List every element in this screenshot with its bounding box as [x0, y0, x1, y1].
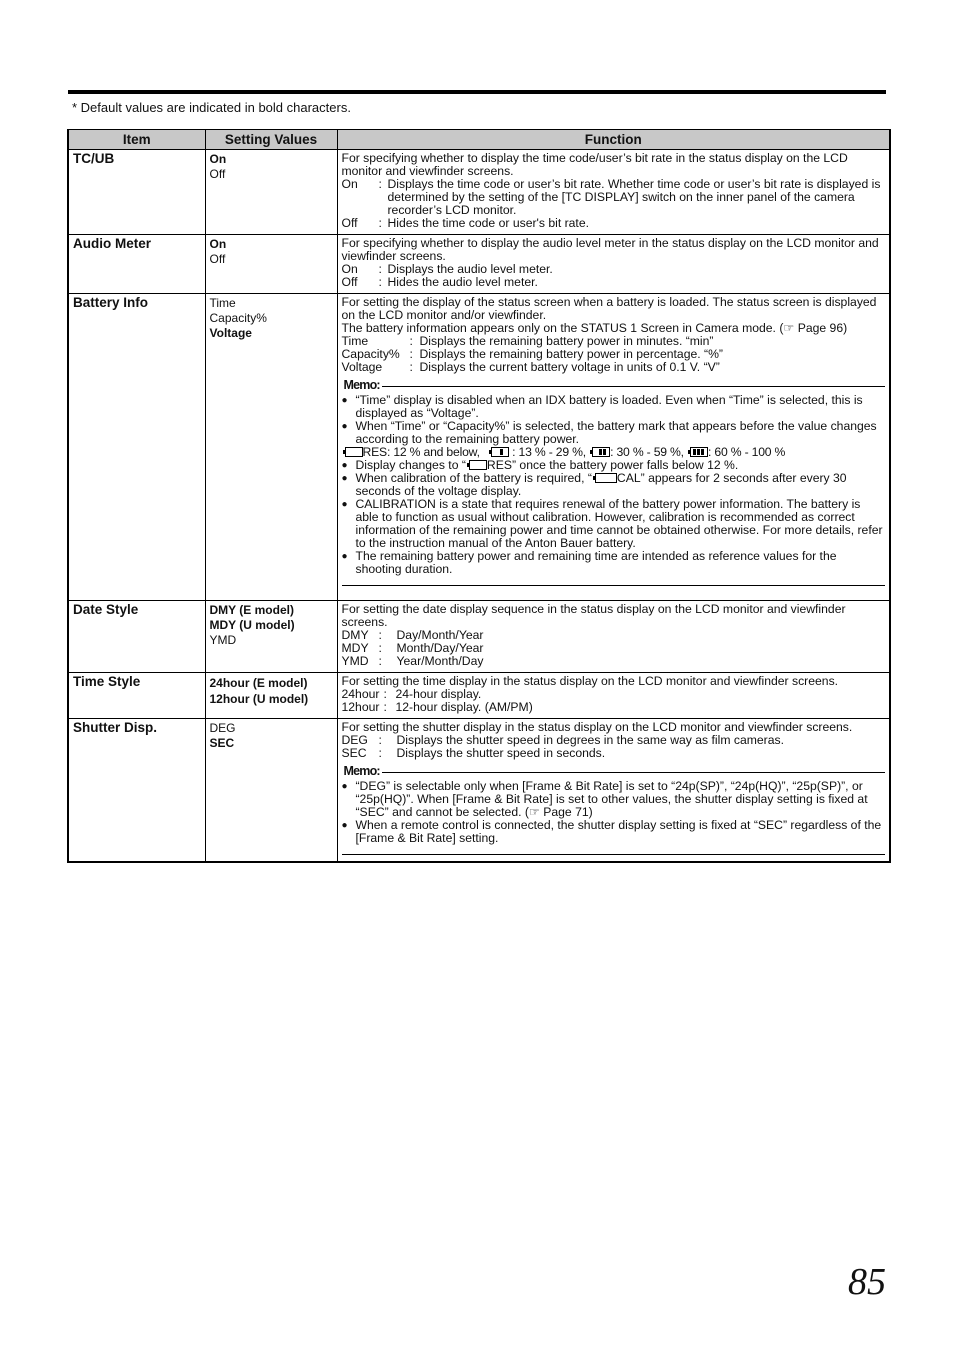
- table-row-audio-meter: [68, 235, 890, 294]
- definition-deg: DEG : Displays the shutter speed in degrees in the same way as film cameras.: [341, 733, 784, 747]
- function-intro: For setting the date display sequence in the status display on the LCD monitor and viewfinder screens.: [341, 602, 846, 629]
- top-rule: [68, 90, 886, 94]
- memo-item: ● CALIBRATION is a state that requires renewal of the battery power information. The battery is able to function as usual without calibration. However, calibration is recommended as correct information of the remaining power and time cannot be obtained otherwise. For more details, refer to the instruction manual of the Anton Bauer battery.: [341, 497, 883, 550]
- memo-item: ● The remaining battery power and remaining time are intended as reference values for the shooting duration.: [341, 549, 837, 576]
- table-row-date-style: [68, 601, 890, 673]
- battery-two-bars-icon: [592, 447, 610, 457]
- memo-heading: Memo:: [344, 379, 886, 392]
- bullet-icon: ●: [341, 551, 348, 562]
- function-time-style: [337, 673, 890, 719]
- definition-on: On : Displays the time code or user’s bit rate. Whether time code or user’s bit rate is displayed is determined by the setting of the [TC DISPLAY] switch on the inner panel of the camera recorder’s LCD monitor.: [341, 177, 881, 217]
- function-audio-meter: [337, 235, 890, 294]
- values-date-style: [205, 601, 337, 673]
- function-date-style: [337, 601, 890, 673]
- values-shutter-disp: [205, 719, 337, 863]
- function-intro: For specifying whether to display the audio level meter in the status display on the LCD monitor and viewfinder screens.: [341, 236, 879, 263]
- value-dmy: DMY (E model): [209, 603, 294, 617]
- definition-voltage: Voltage : Displays the current battery voltage in units of 0.1 V. “V”: [341, 360, 720, 374]
- definition-ymd: YMD : Year/Month/Day: [341, 654, 484, 668]
- value-off: Off: [209, 167, 226, 181]
- value-voltage: Voltage: [209, 326, 252, 340]
- bullet-icon: ●: [341, 499, 348, 510]
- definition-off: Off : Hides the time code or user's bit rate.: [341, 216, 589, 230]
- bullet-icon: ●: [341, 781, 348, 792]
- battery-level-legend: RES: 12 % and below, : 13 % - 29 %, : 30 % - 59 %, : 60 % - 100 %: [342, 446, 886, 459]
- table-row-time-style: [68, 673, 890, 719]
- bullet-icon: ●: [341, 421, 348, 432]
- memo-item: ● “Time” display is disabled when an IDX battery is loaded. Even when “Time” is selected, this is displayed as “Voltage”.: [341, 393, 863, 420]
- value-capacity: Capacity%: [209, 311, 267, 325]
- function-intro: For setting the display of the status screen when a battery is loaded. The status screen is displayed on the LCD monitor and/or viewfinder.: [341, 295, 877, 322]
- battery-full-icon: [690, 447, 708, 457]
- bullet-icon: ●: [341, 820, 348, 831]
- column-header-setting-values: Setting Values: [205, 130, 337, 150]
- column-header-function: Function: [337, 130, 890, 150]
- memo-item: ● “DEG” is selectable only when [Frame & Bit Rate] is set to “24p(SP)”, “24p(HQ)”, “25p(SP)”, or “25p(HQ)”. When [Frame & Bit Rate] is set to other values, the shutter display setting is fixed at “SEC” and cannot be selected. (☞ Page 71): [341, 779, 868, 819]
- definition-24hour: 24hour : 24-hour display.: [341, 687, 482, 701]
- definition-capacity: Capacity% : Displays the remaining battery power in percentage. “%”: [341, 347, 723, 361]
- bullet-icon: ●: [341, 395, 348, 406]
- item-audio-meter: Audio Meter: [68, 235, 205, 294]
- memo-heading: Memo:: [344, 765, 886, 778]
- value-on: On: [209, 152, 227, 166]
- bullet-icon: ●: [341, 473, 348, 484]
- values-battery-info: [205, 294, 337, 601]
- item-shutter-disp: Shutter Disp.: [68, 719, 205, 863]
- value-12hour: 12hour (U model): [209, 692, 309, 706]
- function-intro-page-ref: The battery information appears only on the STATUS 1 Screen in Camera mode. (☞ Page 96): [341, 321, 848, 335]
- battery-empty-icon: [469, 460, 487, 470]
- settings-table: [67, 129, 891, 863]
- function-intro: For setting the time display in the status display on the LCD monitor and viewfinder screens.: [341, 674, 839, 688]
- item-battery-info: Battery Info: [68, 294, 205, 601]
- default-values-note: * Default values are indicated in bold characters.: [72, 100, 351, 115]
- values-audio-meter: [205, 235, 337, 294]
- value-24hour: 24hour (E model): [209, 676, 308, 690]
- item-tcub: TC/UB: [68, 150, 205, 235]
- memo-end-rule: [342, 854, 886, 855]
- function-tcub: [337, 150, 890, 235]
- memo-end-rule: [342, 585, 886, 586]
- table-row-battery-info: [68, 294, 890, 601]
- definition-time: Time : Displays the remaining battery power in minutes. “min”: [341, 334, 714, 348]
- item-time-style: Time Style: [68, 673, 205, 719]
- value-mdy: MDY (U model): [209, 618, 295, 632]
- memo-item: ● When a remote control is connected, the shutter display setting is fixed at “SEC” regardless of the [Frame & Bit Rate] setting.: [341, 818, 882, 845]
- definition-on: On : Displays the audio level meter.: [341, 262, 553, 276]
- definition-off: Off : Hides the audio level meter.: [341, 275, 538, 289]
- table-row-tcub: [68, 150, 890, 235]
- memo-item: ● When “Time” or “Capacity%” is selected, the battery mark that appears before the value changes according to the remaining battery power.: [341, 419, 877, 446]
- memo-item: ● Display changes to “ RES” once the battery power falls below 12 %.: [341, 458, 739, 472]
- definition-mdy: MDY : Month/Day/Year: [341, 641, 484, 655]
- table-header: [68, 130, 890, 150]
- battery-calibration-icon: [595, 473, 617, 483]
- value-time: Time: [209, 296, 236, 310]
- values-time-style: [205, 673, 337, 719]
- battery-empty-icon: [345, 447, 363, 457]
- function-shutter-disp: [337, 719, 890, 863]
- table-row-shutter-disp: [68, 719, 890, 863]
- battery-one-bar-icon: [491, 447, 509, 457]
- definition-dmy: DMY : Day/Month/Year: [341, 628, 484, 642]
- value-ymd: YMD: [209, 633, 237, 647]
- function-battery-info: [337, 294, 890, 601]
- value-sec: SEC: [209, 736, 235, 750]
- definition-12hour: 12hour : 12-hour display. (AM/PM): [341, 700, 533, 714]
- definition-sec: SEC : Displays the shutter speed in seconds.: [341, 746, 606, 760]
- values-tcub: [205, 150, 337, 235]
- function-intro: For setting the shutter display in the status display on the LCD monitor and viewfinder screens.: [341, 720, 853, 734]
- page-number: 85: [848, 1261, 886, 1303]
- memo-item: ● When calibration of the battery is required, “ CAL” appears for 2 seconds after every 30 seconds of the voltage display.: [341, 471, 847, 498]
- value-on: On: [209, 237, 227, 251]
- value-deg: DEG: [209, 721, 236, 735]
- item-date-style: Date Style: [68, 601, 205, 673]
- column-header-item: Item: [68, 130, 205, 150]
- value-off: Off: [209, 252, 226, 266]
- bullet-icon: ●: [341, 460, 348, 471]
- function-intro: For specifying whether to display the time code/user’s bit rate in the status display on the LCD monitor and viewfinder screens.: [341, 151, 848, 178]
